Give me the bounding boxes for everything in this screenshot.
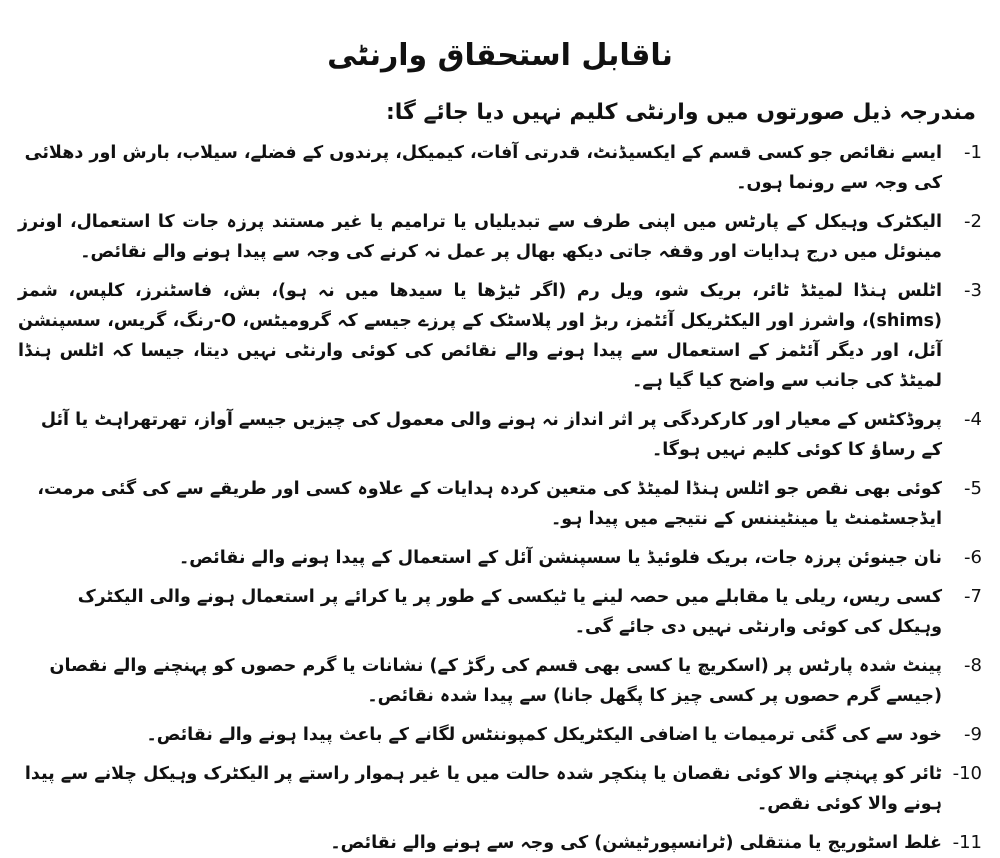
item-number: -9 xyxy=(964,724,982,745)
list-item xyxy=(18,759,982,819)
list-item xyxy=(18,828,982,858)
item-number: -3 xyxy=(964,280,982,301)
item-number: -10 xyxy=(952,763,982,784)
list-item xyxy=(18,474,982,534)
item-number: -11 xyxy=(952,832,982,853)
list-item xyxy=(18,207,982,267)
item-text: ایسے نقائص جو کسی قسم کے ایکسیڈنٹ، قدرتی آفات، کیمیکل، پرندوں کے فضلے، سیلاب، بارش اور دھلائی کی وجہ سے رونما ہوں۔ xyxy=(24,143,942,193)
item-number: -6 xyxy=(964,547,982,568)
item-text: خود سے کی گئی ترمیمات یا اضافی الیکٹریکل کمپوننٹس لگانے کے باعث پیدا ہونے والے نقائص۔ xyxy=(146,725,942,745)
list-item xyxy=(18,405,982,465)
list-item xyxy=(18,138,982,198)
item-text: نان جینوئن پرزہ جات، بریک فلوئیڈ یا سسپنشن آئل کے استعمال کے پیدا ہونے والے نقائص۔ xyxy=(179,548,942,568)
item-text: کوئی بھی نقص جو اٹلس ہنڈا لمیٹڈ کی متعین کردہ ہدایات کے علاوہ کسی اور طریقے سے کی گئی مرمت، ایڈجسٹمنٹ یا مینٹیننس کے نتیجے میں پیدا ہو۔ xyxy=(37,479,942,529)
list-item xyxy=(18,582,982,642)
list-item xyxy=(18,720,982,750)
item-number: -4 xyxy=(964,409,982,430)
item-text: الیکٹرک وہیکل کے پارٹس میں اپنی طرف سے تبدیلیاں یا ترامیم یا غیر مستند پرزہ جات کا استعمال، اونرز مینوئل میں درج ہدایات اور وقفہ جاتی دیکھ بھال پر عمل نہ کرنے کی وجہ سے پیدا ہونے والے نقائص۔ xyxy=(18,212,942,262)
item-text: کسی ریس، ریلی یا مقابلے میں حصہ لینے یا ٹیکسی کے طور پر یا کرائے پر استعمال ہونے والی الیکٹرک وہیکل کی کوئی وارنٹی نہیں دی جائے گی۔ xyxy=(77,587,942,637)
list-item xyxy=(18,651,982,711)
item-number: -5 xyxy=(964,478,982,499)
item-text: اٹلس ہنڈا لمیٹڈ ٹائر، بریک شو، ویل رم (اگر ٹیڑھا یا سیدھا میں نہ ہو)، بش، فاسٹنرز، کلپس، شمز (shims)، واشرز اور الیکٹریکل آئٹمز، ربڑ اور پلاسٹک کے پرزے جیسے کہ گرومیٹس، O-رنگ، گریس، سسپنشن آئل، اور دیگر آئٹمز کے استعمال سے پیدا ہونے والے نقائص کی کوئی وارنٹی نہیں دیتا، جیسا کہ اٹلس ہنڈا لمیٹڈ کی جانب سے واضح کیا گیا ہے۔ xyxy=(18,281,943,391)
intro-text: مندرجہ ذیل صورتوں میں وارنٹی کلیم نہیں دیا جائے گا: xyxy=(385,100,976,125)
list-item xyxy=(18,276,982,396)
item-text: پروڈکٹس کے معیار اور کارکردگی پر اثر انداز نہ ہونے والی معمول کی چیزیں جیسے آواز، تھرتھراہٹ یا آئل کے رساؤ کا کوئی کلیم نہیں ہوگا۔ xyxy=(40,410,942,460)
item-number: -8 xyxy=(964,655,982,676)
item-number: -2 xyxy=(964,211,982,232)
page-title: ناقابل استحقاق وارنٹی xyxy=(327,38,673,73)
list-item xyxy=(18,543,982,573)
item-text: غلط اسٹوریج یا منتقلی (ٹرانسپورٹیشن) کی وجہ سے ہونے والے نقائص۔ xyxy=(330,833,942,853)
item-text: پینٹ شدہ پارٹس پر (اسکریچ یا کسی بھی قسم کی رگڑ کے) نشانات یا گرم حصوں کو پہنچنے والے نقصان (جیسے گرم حصوں پر کسی چیز کا پگھل جانا) سے پیدا شدہ نقائص۔ xyxy=(49,656,942,706)
exclusion-list xyxy=(18,138,982,858)
item-text: ٹائر کو پہنچنے والا کوئی نقصان یا پنکچر شدہ حالت میں یا غیر ہموار راستے پر الیکٹرک وہیکل چلانے سے پیدا ہونے والا کوئی نقص۔ xyxy=(24,764,942,814)
item-number: -7 xyxy=(964,586,982,607)
item-number: -1 xyxy=(964,142,982,163)
